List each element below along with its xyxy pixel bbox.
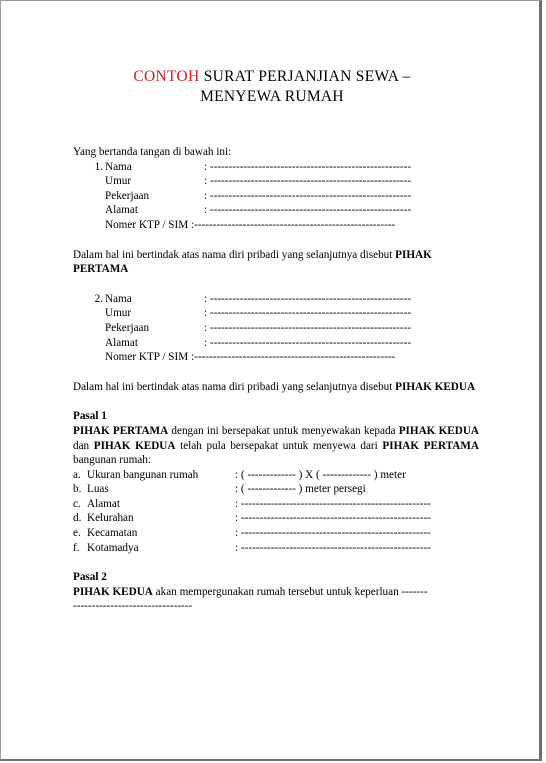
- field-value: ------------------------------------------------------: [194, 218, 396, 231]
- field-value: : ------------------------------------------------------: [204, 160, 412, 173]
- pasal2-text-part: akan mempergunakan rumah tersebut untuk keperluan -------: [152, 585, 428, 598]
- party1-ref: PIHAK PERTAMA: [382, 439, 480, 452]
- field-number: [73, 203, 104, 218]
- party2-field-address: [73, 336, 479, 351]
- field-label: Pekerjaan: [105, 321, 150, 334]
- field-label: Nomer KTP / SIM :: [105, 351, 195, 364]
- item-letter: f.: [73, 541, 80, 554]
- item-value: : ---------------------------------------------------: [235, 497, 431, 510]
- item-label: Kotamadya: [87, 541, 139, 554]
- field-number: [73, 306, 104, 321]
- party1-field-id: [73, 218, 479, 233]
- item-letter: b.: [73, 483, 82, 496]
- party2-statement: [73, 380, 479, 395]
- field-value: : ------------------------------------------------------: [204, 307, 412, 320]
- item-value: : ---------------------------------------------------: [235, 541, 431, 554]
- field-label: Nama: [105, 160, 132, 173]
- party2-ref: PIHAK KEDUA: [73, 585, 153, 598]
- field-value: ------------------------------------------------------: [194, 351, 396, 364]
- pasal1-heading: Pasal 1: [73, 410, 107, 423]
- field-value: : ------------------------------------------------------: [204, 292, 412, 305]
- field-label: Alamat: [105, 204, 138, 217]
- pasal1-text-part: dengan ini bersepakat untuk menyewakan kepada: [168, 424, 399, 437]
- party1-field-name: [73, 160, 479, 175]
- pasal1-text-part: dan: [73, 439, 94, 452]
- pasal1-text-part: bangunan rumah:: [73, 454, 151, 467]
- item-letter: d.: [73, 512, 82, 525]
- field-label: Pekerjaan: [105, 189, 150, 202]
- party2-ref: PIHAK KEDUA: [93, 439, 176, 452]
- party2-ref: PIHAK KEDUA: [398, 424, 479, 437]
- field-number: [73, 350, 104, 365]
- party2-fields: [73, 292, 479, 365]
- document-title: [1, 67, 543, 107]
- field-label: Umur: [105, 175, 132, 188]
- pasal2-text: [73, 585, 479, 600]
- party2-field-id: [73, 350, 479, 365]
- party1-field-address: [73, 203, 479, 218]
- field-value: : ------------------------------------------------------: [204, 321, 412, 334]
- field-number: 1.: [94, 160, 103, 173]
- field-label: Umur: [105, 307, 132, 320]
- pasal1-text-part: telah pula bersepakat untuk menyewa dari: [175, 439, 383, 452]
- item-label: Luas: [87, 483, 109, 496]
- document-body: [73, 145, 479, 614]
- pasal2-heading: Pasal 2: [73, 571, 107, 584]
- item-label: Ukuran bangunan rumah: [87, 468, 199, 481]
- field-number: [73, 189, 104, 204]
- party1-field-age: [73, 174, 479, 189]
- item-value: : ---------------------------------------------------: [235, 527, 431, 540]
- field-label: Nama: [105, 292, 132, 305]
- item-letter: e.: [73, 527, 81, 540]
- item-value: : ( ------------- ) meter persegi: [235, 483, 366, 496]
- field-number: [73, 336, 104, 351]
- field-number: [73, 218, 104, 233]
- field-label: Nomer KTP / SIM :: [105, 218, 195, 231]
- field-value: : ------------------------------------------------------: [204, 175, 412, 188]
- property-size: [73, 468, 479, 483]
- intro-text: Yang bertanda tangan di bawah ini:: [73, 146, 232, 158]
- title-line2: MENYEWA RUMAH: [200, 88, 344, 105]
- party2-field-name: [73, 292, 479, 307]
- item-value: : ---------------------------------------------------: [235, 512, 431, 525]
- title-highlight: CONTOH: [133, 68, 200, 85]
- field-number: [73, 321, 104, 336]
- item-label: Alamat: [87, 497, 120, 510]
- statement-text: Dalam hal ini bertindak atas nama diri pribadi yang selanjutnya disebut: [73, 380, 396, 393]
- property-kotamadya: [73, 541, 479, 556]
- item-value: : ( ------------- ) X ( ------------- ) meter: [235, 468, 406, 481]
- title-line1: SURAT PERJANJIAN SEWA –: [199, 68, 411, 85]
- field-number: 2.: [94, 292, 103, 305]
- field-value: : ------------------------------------------------------: [204, 189, 412, 202]
- property-address: [73, 497, 479, 512]
- party1-statement: [73, 248, 479, 277]
- item-label: Kecamatan: [87, 527, 138, 540]
- property-details: [73, 468, 479, 556]
- item-letter: c.: [73, 497, 81, 510]
- property-area: [73, 482, 479, 497]
- party2-field-job: [73, 321, 479, 336]
- party2-field-age: [73, 306, 479, 321]
- pasal1-text: [73, 424, 479, 468]
- field-label: Alamat: [105, 336, 138, 349]
- party1-fields: [73, 160, 479, 233]
- statement-text: Dalam hal ini bertindak atas nama diri pribadi yang selanjutnya disebut: [73, 248, 396, 261]
- party1-ref: PIHAK PERTAMA: [73, 424, 169, 437]
- party1-label: PIHAK PERTAMA: [73, 248, 432, 276]
- property-kecamatan: [73, 526, 479, 541]
- field-value: : ------------------------------------------------------: [204, 336, 412, 349]
- party2-label: PIHAK KEDUA: [395, 380, 476, 393]
- item-label: Kelurahan: [87, 512, 134, 525]
- item-letter: a.: [73, 468, 81, 481]
- property-kelurahan: [73, 511, 479, 526]
- party1-field-job: [73, 189, 479, 204]
- pasal2-text-continued: --------------------------------: [73, 600, 193, 613]
- field-value: : ------------------------------------------------------: [204, 204, 412, 217]
- field-number: [73, 174, 104, 189]
